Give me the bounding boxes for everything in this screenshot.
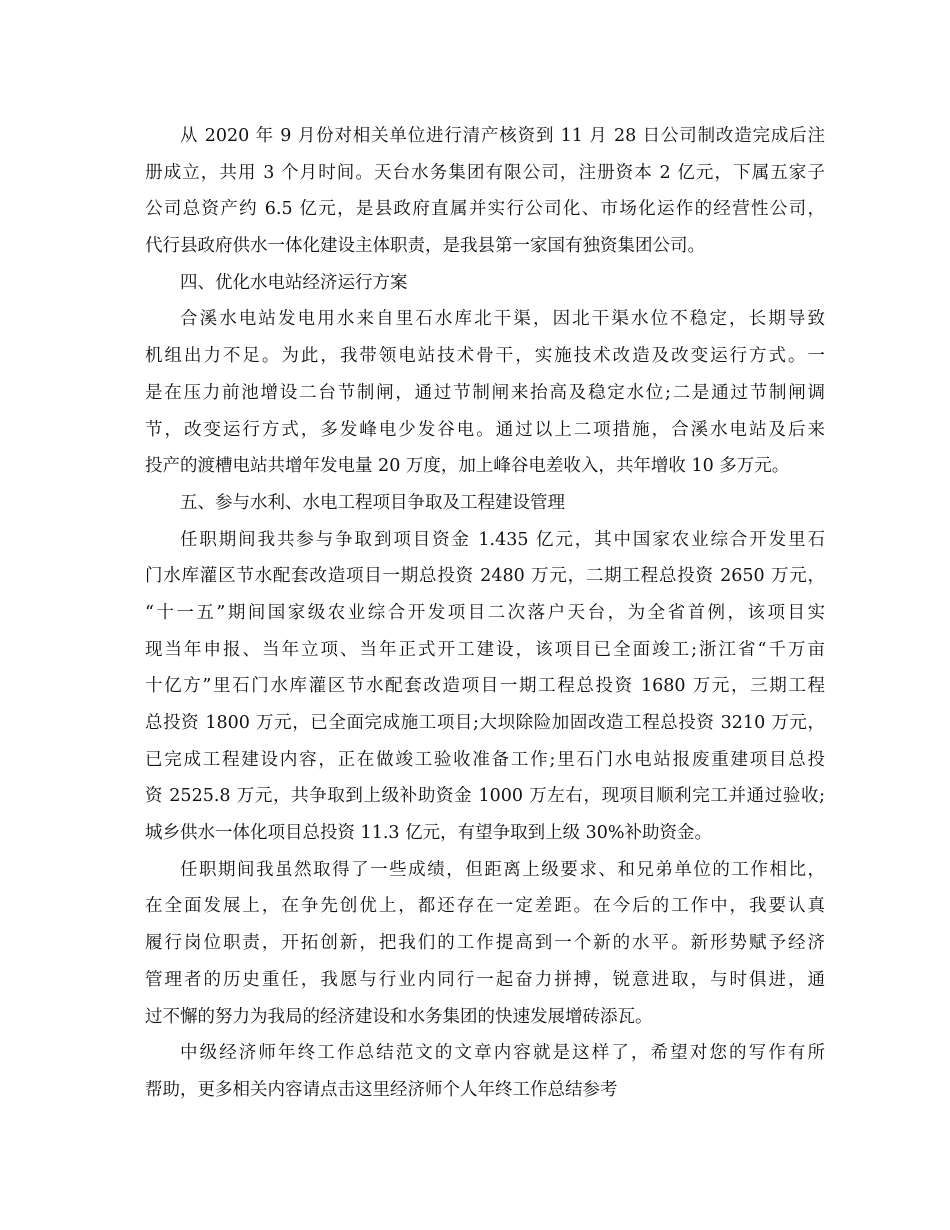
paragraph-3-line-9: 城乡供水一体化项目总投资 11.3 亿元，有望争取到上级 30%补助资金。 [145, 823, 713, 844]
paragraph-2-line-5: 投产的渡槽电站共增年发电量 20 万度，加上峰谷电差收入，共年增收 10 多万元。 [145, 456, 790, 477]
paragraph-3-line-3: “十一五”期间国家级农业综合开发项目二次落户天台，为全省首例，该项目实 [145, 602, 825, 623]
paragraph-3-line-6: 总投资 1800 万元，已全面完成施工项目;大坝除险加固改造工程总投资 3210 万元， [145, 713, 825, 733]
paragraph-1-line-4: 代行县政府供水一体化建设主体职责，是我县第一家国有独资集团公司。 [145, 236, 705, 257]
paragraph-4-line-1: 任职期间我虽然取得了一些成绩，但距离上级要求、和兄弟单位的工作相比， [180, 859, 825, 880]
paragraph-3-line-8: 资 2525.8 万元，共争取到上级补助资金 1000 万左右，现项目顺利完工并通过验收; [145, 786, 825, 807]
paragraph-4-line-2: 在全面发展上，在争先创优上，都还存在一定差距。在今后的工作中，我要认真 [145, 896, 825, 917]
paragraph-4-line-5: 过不懈的努力为我局的经济建设和水务集团的快速发展增砖添瓦。 [145, 1006, 653, 1027]
section-heading-5: 五、参与水利、水电工程项目争取及工程建设管理 [180, 492, 565, 513]
paragraph-5-line-2: 帮助，更多相关内容请点击这里经济师个人年终工作总结参考 [145, 1079, 618, 1100]
paragraph-1-line-3: 公司总资产约 6.5 亿元，是县政府直属并实行公司化、市场化运作的经营性公司， [145, 199, 825, 220]
paragraph-1-line-2: 册成立，共用 3 个月时间。天台水务集团有限公司，注册资本 2 亿元，下属五家子 [145, 162, 825, 183]
paragraph-3-line-2: 门水库灌区节水配套改造项目一期总投资 2480 万元，二期工程总投资 2650 万元， [145, 566, 825, 587]
paragraph-4-line-4: 管理者的历史重任，我愿与行业内同行一起奋力拼搏，锐意进取，与时俱进，通 [145, 969, 825, 990]
paragraph-2-line-2: 机组出力不足。为此，我带领电站技术骨干，实施技术改造及改变运行方式。一 [145, 346, 825, 367]
paragraph-1-line-1: 从 2020 年 9 月份对相关单位进行清产核资到 11 月 28 日公司制改造完成后注 [180, 126, 825, 146]
paragraph-3-line-1: 任职期间我共参与争取到项目资金 1.435 亿元，其中国家农业综合开发里石 [180, 529, 825, 550]
paragraph-4-line-3: 履行岗位职责，开拓创新，把我们的工作提高到一个新的水平。新形势赋予经济 [145, 933, 825, 954]
paragraph-3-line-7: 已完成工程建设内容，正在做竣工验收准备工作;里石门水电站报废重建项目总投 [145, 749, 825, 770]
paragraph-2-line-3: 是在压力前池增设二台节制闸，通过节制闸来抬高及稳定水位;二是通过节制闸调 [145, 382, 825, 403]
paragraph-5-line-1: 中级经济师年终工作总结范文的文章内容就是这样了，希望对您的写作有所 [180, 1043, 825, 1064]
paragraph-3-line-4: 现当年申报、当年立项、当年正式开工建设，该项目已全面竣工;浙江省“千万亩 [145, 639, 825, 660]
paragraph-3-line-5: 十亿方”里石门水库灌区节水配套改造项目一期工程总投资 1680 万元，三期工程 [145, 676, 825, 697]
paragraph-2-line-1: 合溪水电站发电用水来自里石水库北干渠，因北干渠水位不稳定，长期导致 [180, 309, 825, 330]
section-heading-4: 四、优化水电站经济运行方案 [180, 272, 408, 293]
paragraph-2-line-4: 节，改变运行方式，多发峰电少发谷电。通过以上二项措施，合溪水电站及后来 [145, 419, 825, 440]
document-body [145, 118, 825, 1109]
